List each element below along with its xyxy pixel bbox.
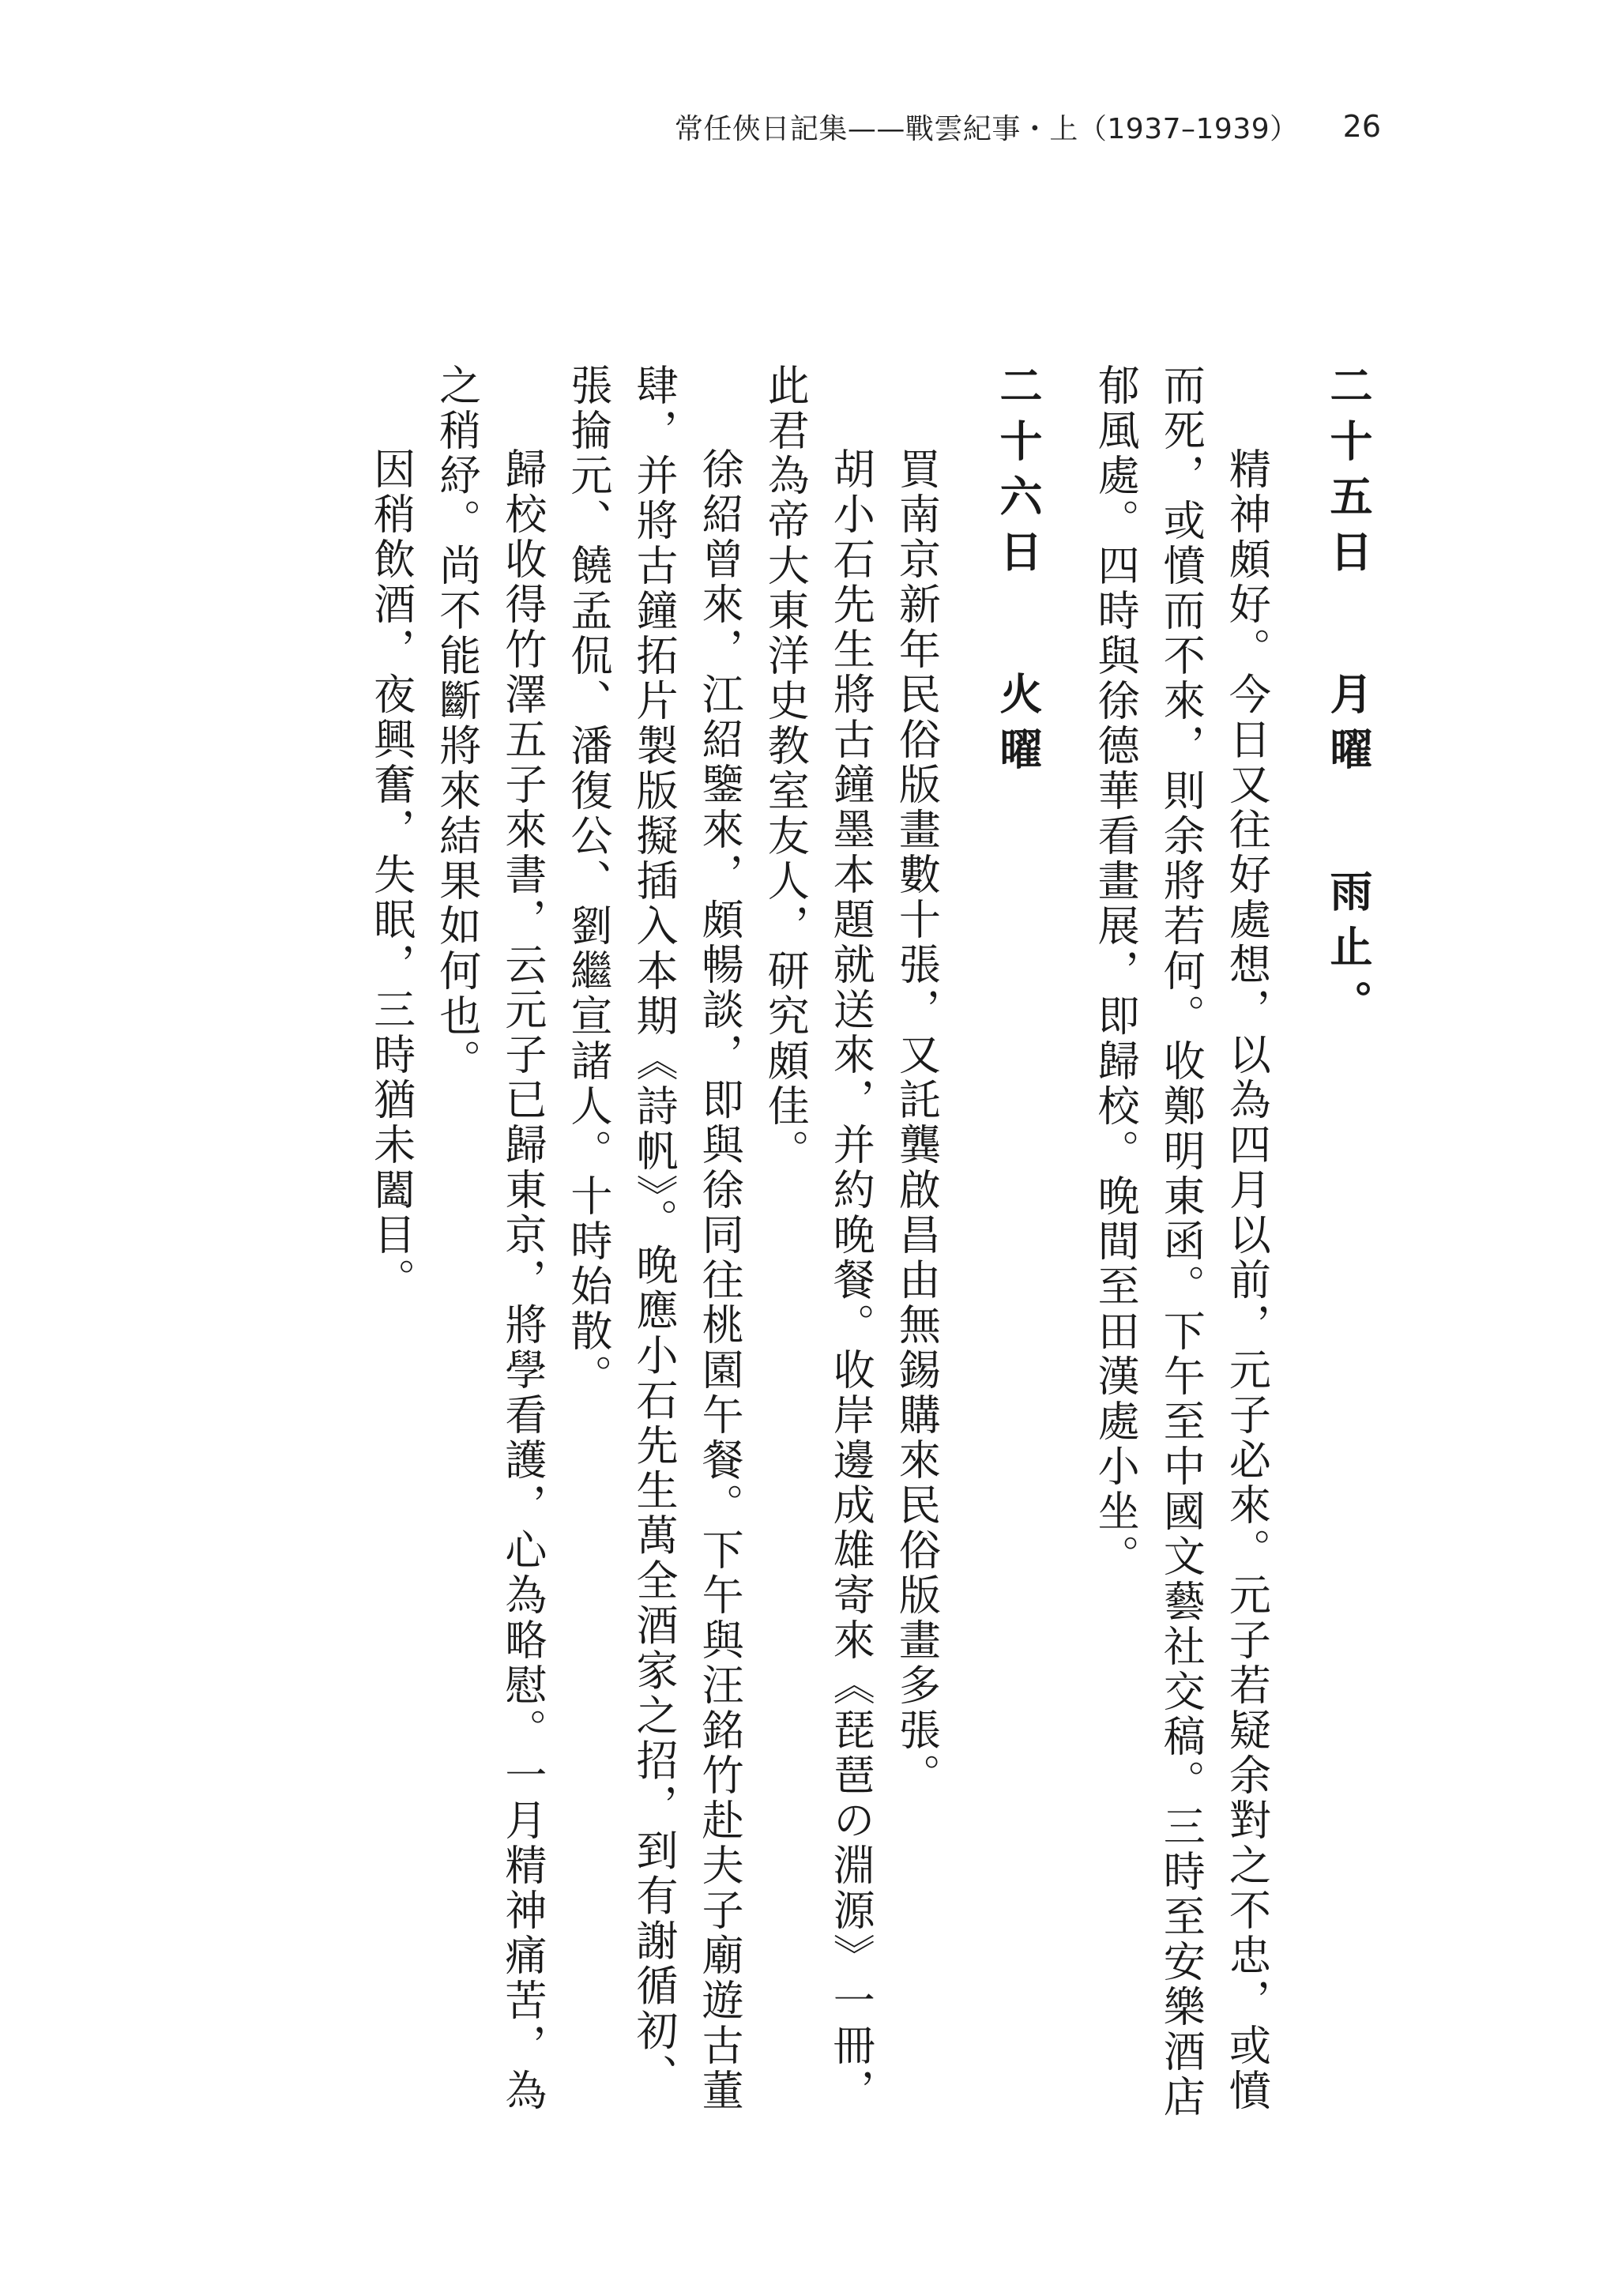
running-header <box>675 101 1381 152</box>
entry-weather: 雨止。 <box>1323 869 1373 1035</box>
entry-paragraph: 買南京新年民俗版畫數十張，又託龔啟昌由無錫購來民俗版畫多張。 <box>892 447 941 1798</box>
entry-date: 二十五日 <box>1323 363 1373 585</box>
entry-date-heading <box>1314 363 1381 2133</box>
entry-paragraph: 精神頗好。今日又往好處想，以為四月以前，元子必來。元子若疑余對之不忠，或憤而死，或憤而不來，則余將若何。收鄭明東函。下午至中國文藝社交稿。三時至安樂酒店郁風處。四時與徐德華看畫展，即歸校。晚間至田漢處小坐。 <box>1091 363 1271 2120</box>
entry-date-heading <box>984 363 1051 2133</box>
entry-paragraph: 徐紹曾來，江紹鑒來，頗暢談，即與徐同往桃園午餐。下午與汪銘竹赴夫子廟遊古董肆，并將古鐘拓片製版擬插入本期《詩帆》。晚應小石先生萬全酒家之招，到有謝循初、張掄元、饒孟侃、潘復公、劉繼宣諸人。十時始散。 <box>563 363 744 2113</box>
entry-weekday: 月曜 <box>1323 672 1373 782</box>
entry-paragraph: 因稍飲酒，夜興奮，失眠，三時猶未闔目。 <box>367 447 416 1303</box>
page-number: 26 <box>1342 109 1381 144</box>
entry-date: 二十六日 <box>993 363 1044 585</box>
entry-weekday: 火曜 <box>993 672 1044 782</box>
entry-paragraph: 胡小石先生將古鐘墨本題就送來，并約晚餐。收岸邊成雄寄來《琵琶の淵源》一冊，此君為帝大東洋史教室友人，研究頗佳。 <box>761 363 875 2113</box>
book-title: 常任俠日記集——戰雲紀事・上（1937–1939） <box>674 112 1299 145</box>
diary-body <box>235 363 1381 2133</box>
entry-paragraph: 歸校收得竹澤五子來書，云元子已歸東京，將學看護，心為略慰。一月精神痛苦，為之稍紓。尚不能斷將來結果如何也。 <box>432 363 547 2113</box>
